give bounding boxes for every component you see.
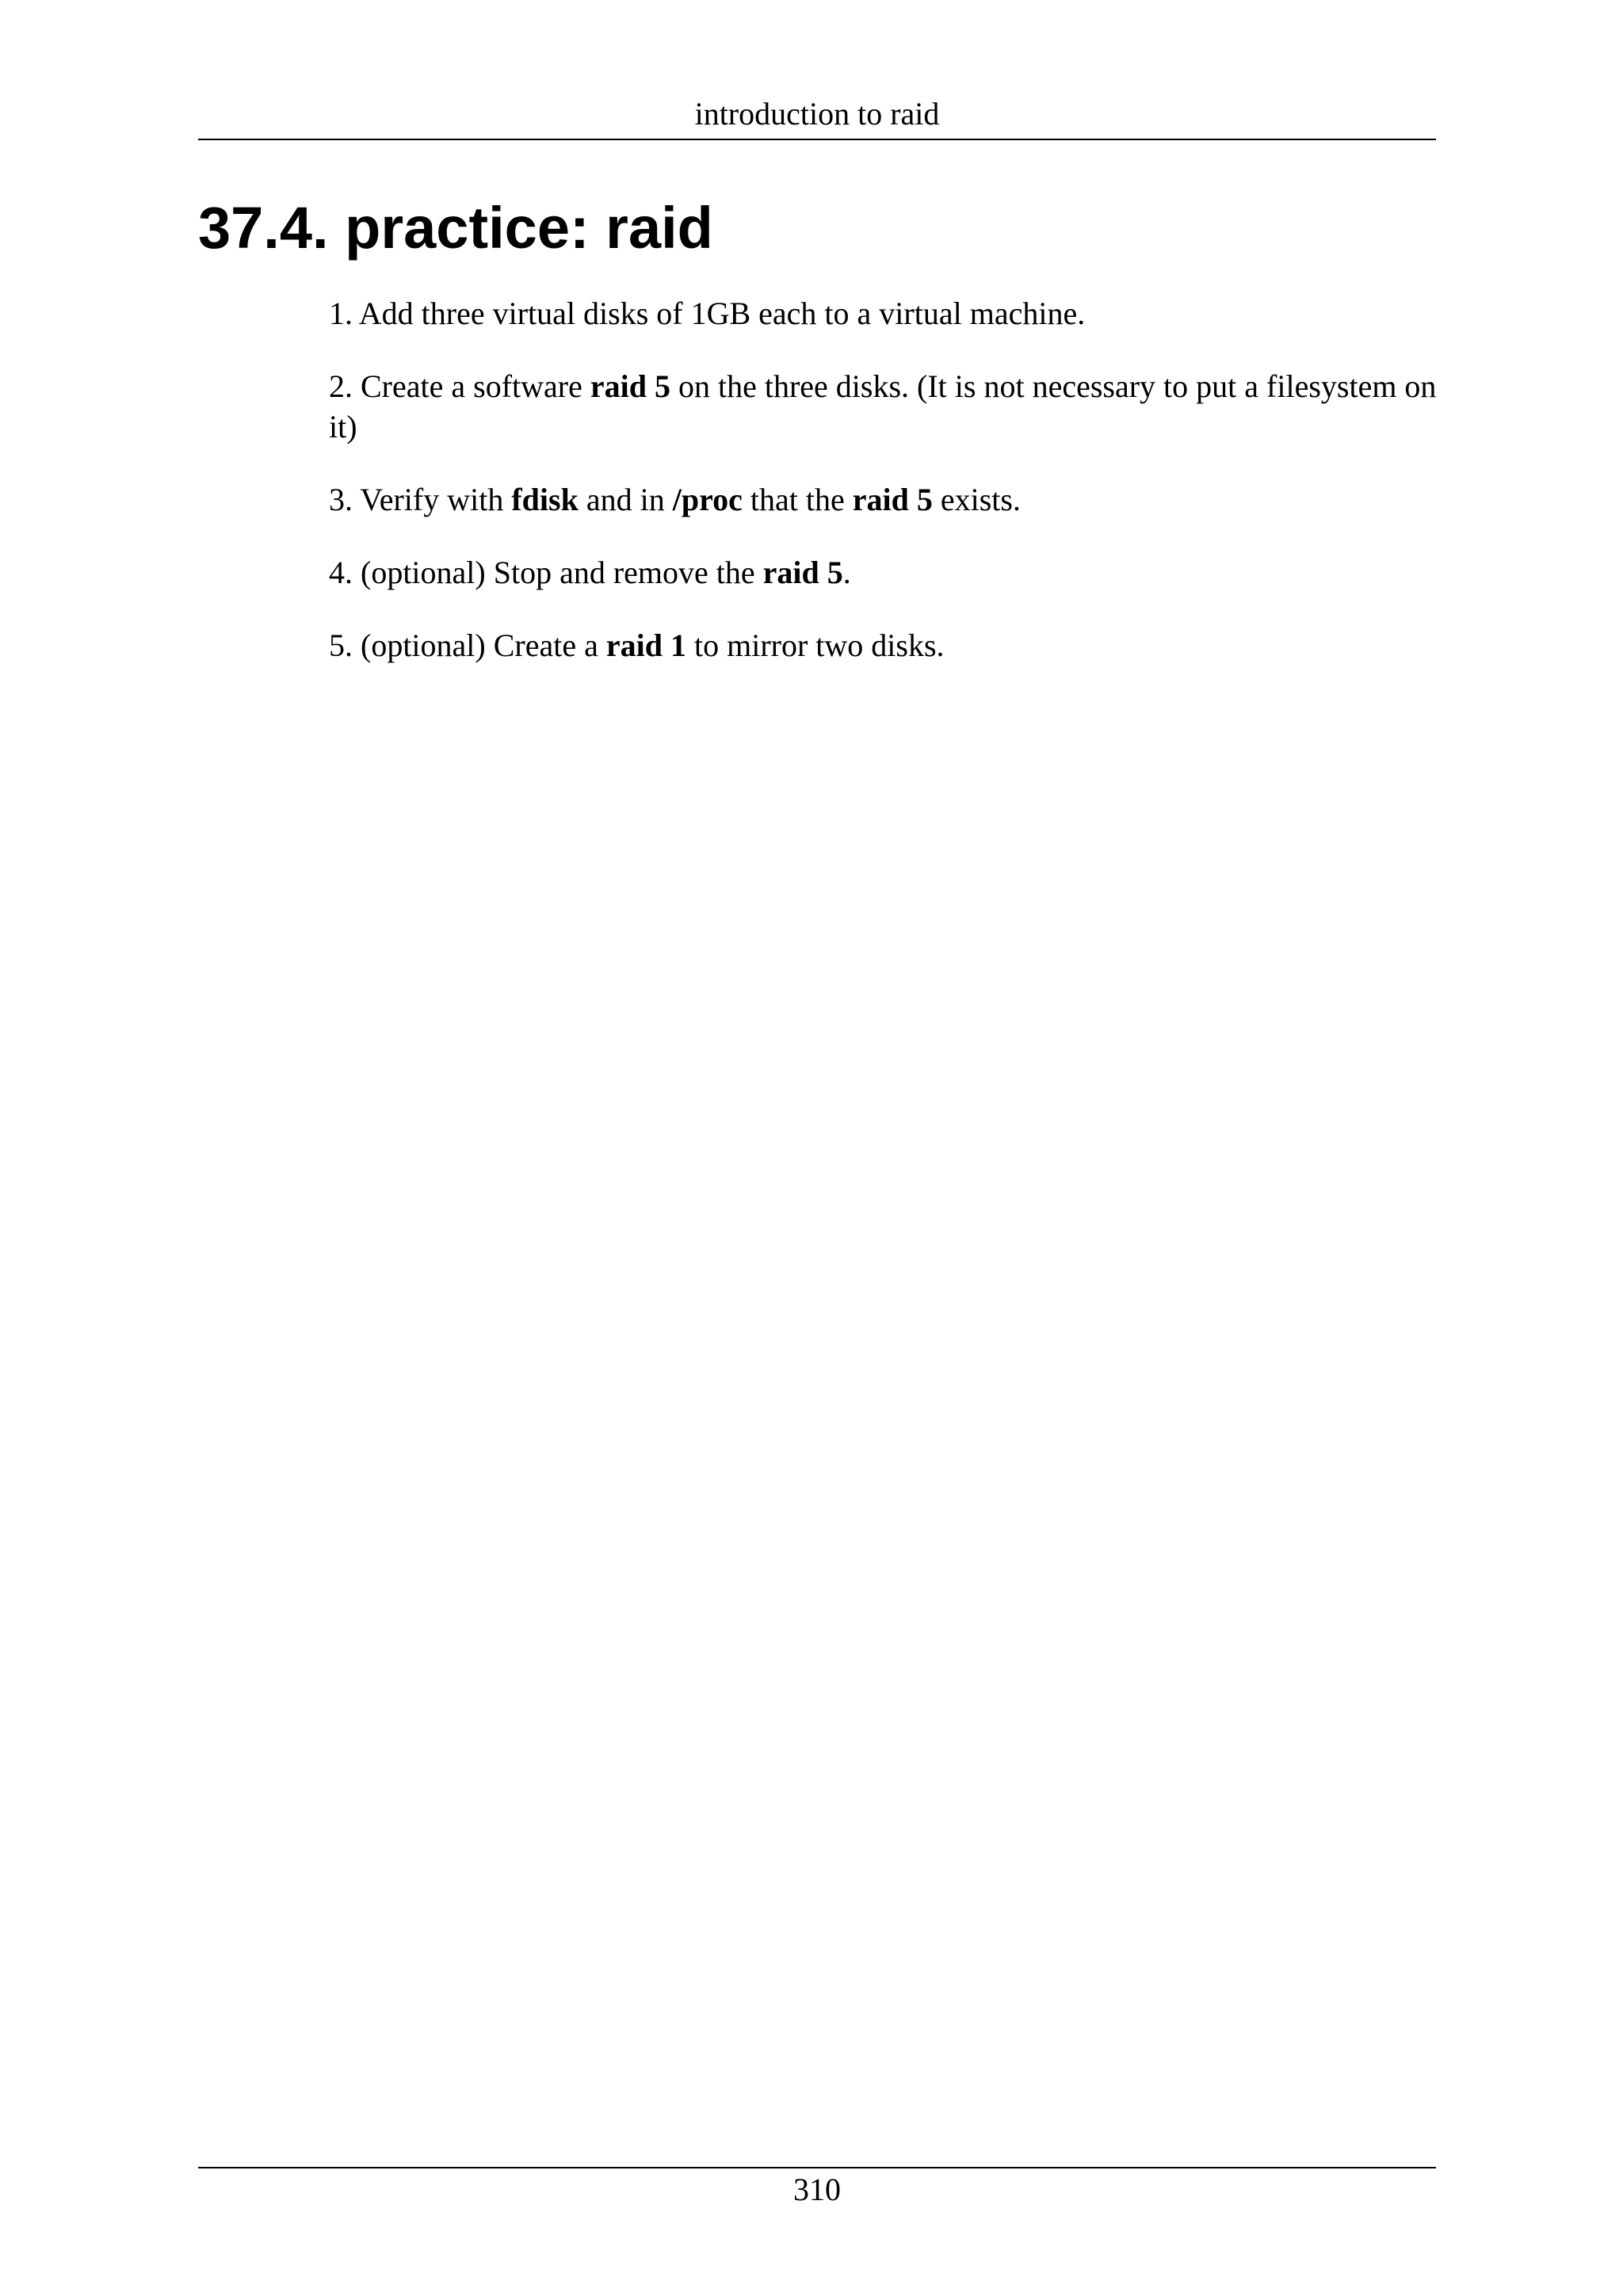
exercise-item-3 — [329, 479, 1438, 520]
exercise-number: 5. — [329, 627, 353, 663]
exercise-text: (optional) Stop and remove the — [361, 555, 755, 590]
command-term: /proc — [672, 482, 743, 517]
exercise-item-2 — [329, 366, 1438, 447]
exercise-item-1 — [329, 293, 1438, 334]
page-number: 310 — [793, 2172, 841, 2207]
exercise-text: to mirror two disks. — [694, 627, 945, 663]
footer-rule — [198, 2167, 1436, 2168]
exercise-number: 1. — [329, 296, 353, 331]
exercise-text: (optional) Create a — [361, 627, 598, 663]
command-term: fdisk — [511, 482, 579, 517]
command-term: raid 5 — [590, 368, 670, 404]
exercise-text: . — [842, 555, 851, 590]
exercise-text: that the — [750, 482, 845, 517]
command-term: raid 5 — [762, 555, 843, 590]
exercise-text: Verify with — [360, 482, 504, 517]
running-header: introduction to raid — [694, 96, 940, 132]
exercise-number: 2. — [329, 368, 353, 404]
exercise-item-4 — [329, 552, 1438, 593]
exercise-text: Create a software — [361, 368, 582, 404]
command-term: raid 5 — [852, 482, 933, 517]
exercise-item-5 — [329, 625, 1438, 666]
exercise-number: 3. — [329, 482, 353, 517]
section-title: 37.4. practice: raid — [198, 195, 713, 261]
exercise-text: Add three virtual disks of 1GB each to a virtual machine. — [358, 296, 1086, 331]
exercise-text: exists. — [940, 482, 1021, 517]
exercise-number: 4. — [329, 555, 353, 590]
exercise-list — [329, 293, 1438, 698]
header-rule — [198, 139, 1436, 140]
exercise-text: and in — [586, 482, 665, 517]
command-term: raid 1 — [605, 627, 686, 663]
exercise-text: on the three disks. (It is not necessary to put a filesystem on it) — [329, 368, 1437, 444]
